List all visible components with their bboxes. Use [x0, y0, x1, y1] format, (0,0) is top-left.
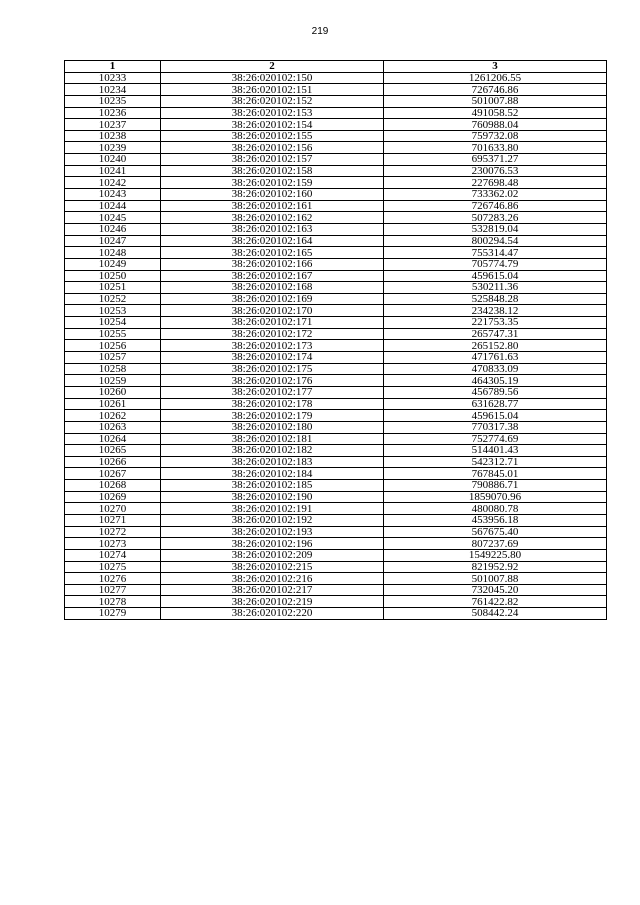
cadastral-number-cell: 38:26:020102:171 [161, 317, 384, 329]
column-header-2: 2 [161, 61, 384, 73]
value-cell: 453956.18 [384, 514, 607, 526]
row-number-cell: 10246 [65, 223, 161, 235]
value-cell: 471761.63 [384, 352, 607, 364]
value-cell: 726746.86 [384, 200, 607, 212]
cadastral-number-cell: 38:26:020102:181 [161, 433, 384, 445]
row-number-cell: 10252 [65, 293, 161, 305]
row-number-cell: 10269 [65, 491, 161, 503]
row-number-cell: 10256 [65, 340, 161, 352]
cadastral-number-cell: 38:26:020102:172 [161, 328, 384, 340]
cadastral-number-cell: 38:26:020102:155 [161, 130, 384, 142]
cadastral-number-cell: 38:26:020102:179 [161, 410, 384, 422]
row-number-cell: 10243 [65, 189, 161, 201]
row-number-cell: 10277 [65, 584, 161, 596]
table-row [65, 328, 607, 340]
value-cell: 701633.80 [384, 142, 607, 154]
value-cell: 230076.53 [384, 165, 607, 177]
cadastral-number-cell: 38:26:020102:216 [161, 573, 384, 585]
table-row [65, 468, 607, 480]
row-number-cell: 10260 [65, 386, 161, 398]
cadastral-number-cell: 38:26:020102:192 [161, 514, 384, 526]
row-number-cell: 10237 [65, 119, 161, 131]
value-cell: 227698.48 [384, 177, 607, 189]
table-row [65, 491, 607, 503]
value-cell: 530211.36 [384, 282, 607, 294]
table-row [65, 375, 607, 387]
cadastral-number-cell: 38:26:020102:183 [161, 456, 384, 468]
value-cell: 760988.04 [384, 119, 607, 131]
value-cell: 501007.88 [384, 95, 607, 107]
table-row [65, 95, 607, 107]
table-row [65, 235, 607, 247]
value-cell: 480080.78 [384, 503, 607, 515]
value-cell: 733362.02 [384, 189, 607, 201]
row-number-cell: 10276 [65, 573, 161, 585]
table-row [65, 410, 607, 422]
cadastral-number-cell: 38:26:020102:161 [161, 200, 384, 212]
table-row [65, 386, 607, 398]
table-row [65, 212, 607, 224]
table-row [65, 72, 607, 84]
cadastral-number-cell: 38:26:020102:193 [161, 526, 384, 538]
value-cell: 491058.52 [384, 107, 607, 119]
value-cell: 234238.12 [384, 305, 607, 317]
table-row [65, 549, 607, 561]
cadastral-number-cell: 38:26:020102:157 [161, 154, 384, 166]
value-cell: 464305.19 [384, 375, 607, 387]
table-row [65, 363, 607, 375]
value-cell: 501007.88 [384, 573, 607, 585]
row-number-cell: 10278 [65, 596, 161, 608]
row-number-cell: 10262 [65, 410, 161, 422]
value-cell: 459615.04 [384, 410, 607, 422]
table-row [65, 189, 607, 201]
cadastral-number-cell: 38:26:020102:176 [161, 375, 384, 387]
table-row [65, 526, 607, 538]
row-number-cell: 10259 [65, 375, 161, 387]
cadastral-number-cell: 38:26:020102:165 [161, 247, 384, 259]
value-cell: 459615.04 [384, 270, 607, 282]
table-row [65, 165, 607, 177]
value-cell: 732045.20 [384, 584, 607, 596]
value-cell: 631628.77 [384, 398, 607, 410]
table-row [65, 119, 607, 131]
cadastral-number-cell: 38:26:020102:153 [161, 107, 384, 119]
table-row [65, 247, 607, 259]
table-row [65, 596, 607, 608]
value-cell: 790886.71 [384, 480, 607, 492]
cadastral-number-cell: 38:26:020102:163 [161, 223, 384, 235]
row-number-cell: 10248 [65, 247, 161, 259]
cadastral-number-cell: 38:26:020102:154 [161, 119, 384, 131]
cadastral-number-cell: 38:26:020102:151 [161, 84, 384, 96]
table-row [65, 130, 607, 142]
value-cell: 1261206.55 [384, 72, 607, 84]
row-number-cell: 10240 [65, 154, 161, 166]
cadastral-number-cell: 38:26:020102:191 [161, 503, 384, 515]
value-cell: 800294.54 [384, 235, 607, 247]
table-row [65, 514, 607, 526]
cadastral-number-cell: 38:26:020102:180 [161, 421, 384, 433]
row-number-cell: 10270 [65, 503, 161, 515]
cadastral-number-cell: 38:26:020102:220 [161, 608, 384, 620]
header-row [65, 61, 607, 73]
value-cell: 508442.24 [384, 608, 607, 620]
cadastral-number-cell: 38:26:020102:169 [161, 293, 384, 305]
table-row [65, 584, 607, 596]
value-cell: 752774.69 [384, 433, 607, 445]
value-cell: 755314.47 [384, 247, 607, 259]
value-cell: 705774.79 [384, 258, 607, 270]
row-number-cell: 10239 [65, 142, 161, 154]
table-row [65, 503, 607, 515]
value-cell: 759732.08 [384, 130, 607, 142]
table-row [65, 142, 607, 154]
cadastral-number-cell: 38:26:020102:159 [161, 177, 384, 189]
row-number-cell: 10273 [65, 538, 161, 550]
value-cell: 761422.82 [384, 596, 607, 608]
value-cell: 470833.09 [384, 363, 607, 375]
table-row [65, 538, 607, 550]
table-row [65, 270, 607, 282]
value-cell: 767845.01 [384, 468, 607, 480]
table-row [65, 433, 607, 445]
cadastral-number-cell: 38:26:020102:219 [161, 596, 384, 608]
row-number-cell: 10266 [65, 456, 161, 468]
table-row [65, 352, 607, 364]
row-number-cell: 10271 [65, 514, 161, 526]
value-cell: 726746.86 [384, 84, 607, 96]
value-cell: 265152.80 [384, 340, 607, 352]
row-number-cell: 10245 [65, 212, 161, 224]
row-number-cell: 10264 [65, 433, 161, 445]
row-number-cell: 10244 [65, 200, 161, 212]
row-number-cell: 10267 [65, 468, 161, 480]
table-row [65, 305, 607, 317]
cadastral-number-cell: 38:26:020102:175 [161, 363, 384, 375]
table-header [65, 61, 607, 73]
value-cell: 1859070.96 [384, 491, 607, 503]
table-row [65, 107, 607, 119]
value-cell: 514401.43 [384, 445, 607, 457]
table-row [65, 84, 607, 96]
cadastral-number-cell: 38:26:020102:158 [161, 165, 384, 177]
value-cell: 542312.71 [384, 456, 607, 468]
table-row [65, 223, 607, 235]
row-number-cell: 10275 [65, 561, 161, 573]
row-number-cell: 10235 [65, 95, 161, 107]
row-number-cell: 10255 [65, 328, 161, 340]
value-cell: 770317.38 [384, 421, 607, 433]
row-number-cell: 10272 [65, 526, 161, 538]
table-row [65, 293, 607, 305]
cadastral-number-cell: 38:26:020102:215 [161, 561, 384, 573]
cadastral-number-cell: 38:26:020102:184 [161, 468, 384, 480]
value-cell: 532819.04 [384, 223, 607, 235]
value-cell: 807237.69 [384, 538, 607, 550]
table-row [65, 258, 607, 270]
data-table [64, 60, 607, 620]
cadastral-number-cell: 38:26:020102:167 [161, 270, 384, 282]
cadastral-number-cell: 38:26:020102:162 [161, 212, 384, 224]
row-number-cell: 10241 [65, 165, 161, 177]
row-number-cell: 10257 [65, 352, 161, 364]
cadastral-number-cell: 38:26:020102:152 [161, 95, 384, 107]
page-number: 219 [311, 26, 329, 37]
table-row [65, 608, 607, 620]
value-cell: 695371.27 [384, 154, 607, 166]
value-cell: 1549225.80 [384, 549, 607, 561]
row-number-cell: 10236 [65, 107, 161, 119]
value-cell: 525848.28 [384, 293, 607, 305]
table-row [65, 177, 607, 189]
cadastral-number-cell: 38:26:020102:170 [161, 305, 384, 317]
table-row [65, 421, 607, 433]
value-cell: 221753.35 [384, 317, 607, 329]
cadastral-number-cell: 38:26:020102:160 [161, 189, 384, 201]
row-number-cell: 10251 [65, 282, 161, 294]
cadastral-number-cell: 38:26:020102:209 [161, 549, 384, 561]
cadastral-number-cell: 38:26:020102:217 [161, 584, 384, 596]
cadastral-number-cell: 38:26:020102:156 [161, 142, 384, 154]
cadastral-number-cell: 38:26:020102:168 [161, 282, 384, 294]
column-header-1: 1 [65, 61, 161, 73]
row-number-cell: 10254 [65, 317, 161, 329]
cadastral-number-cell: 38:26:020102:182 [161, 445, 384, 457]
table-row [65, 340, 607, 352]
row-number-cell: 10249 [65, 258, 161, 270]
cadastral-number-cell: 38:26:020102:164 [161, 235, 384, 247]
table-row [65, 561, 607, 573]
row-number-cell: 10247 [65, 235, 161, 247]
value-cell: 265747.31 [384, 328, 607, 340]
table-row [65, 317, 607, 329]
row-number-cell: 10263 [65, 421, 161, 433]
cadastral-number-cell: 38:26:020102:150 [161, 72, 384, 84]
column-header-3: 3 [384, 61, 607, 73]
table-row [65, 573, 607, 585]
row-number-cell: 10268 [65, 480, 161, 492]
row-number-cell: 10238 [65, 130, 161, 142]
cadastral-number-cell: 38:26:020102:190 [161, 491, 384, 503]
table-body [65, 72, 607, 619]
table-row [65, 456, 607, 468]
row-number-cell: 10253 [65, 305, 161, 317]
row-number-cell: 10261 [65, 398, 161, 410]
row-number-cell: 10274 [65, 549, 161, 561]
table-row [65, 200, 607, 212]
table-row [65, 445, 607, 457]
row-number-cell: 10258 [65, 363, 161, 375]
row-number-cell: 10233 [65, 72, 161, 84]
cadastral-number-cell: 38:26:020102:185 [161, 480, 384, 492]
cadastral-number-cell: 38:26:020102:166 [161, 258, 384, 270]
row-number-cell: 10265 [65, 445, 161, 457]
row-number-cell: 10279 [65, 608, 161, 620]
table-row [65, 282, 607, 294]
table-row [65, 480, 607, 492]
cadastral-number-cell: 38:26:020102:196 [161, 538, 384, 550]
value-cell: 821952.92 [384, 561, 607, 573]
table-row [65, 398, 607, 410]
row-number-cell: 10250 [65, 270, 161, 282]
value-cell: 456789.56 [384, 386, 607, 398]
cadastral-number-cell: 38:26:020102:177 [161, 386, 384, 398]
table-row [65, 154, 607, 166]
value-cell: 507283.26 [384, 212, 607, 224]
cadastral-number-cell: 38:26:020102:178 [161, 398, 384, 410]
row-number-cell: 10234 [65, 84, 161, 96]
cadastral-number-cell: 38:26:020102:174 [161, 352, 384, 364]
row-number-cell: 10242 [65, 177, 161, 189]
value-cell: 567675.40 [384, 526, 607, 538]
cadastral-number-cell: 38:26:020102:173 [161, 340, 384, 352]
